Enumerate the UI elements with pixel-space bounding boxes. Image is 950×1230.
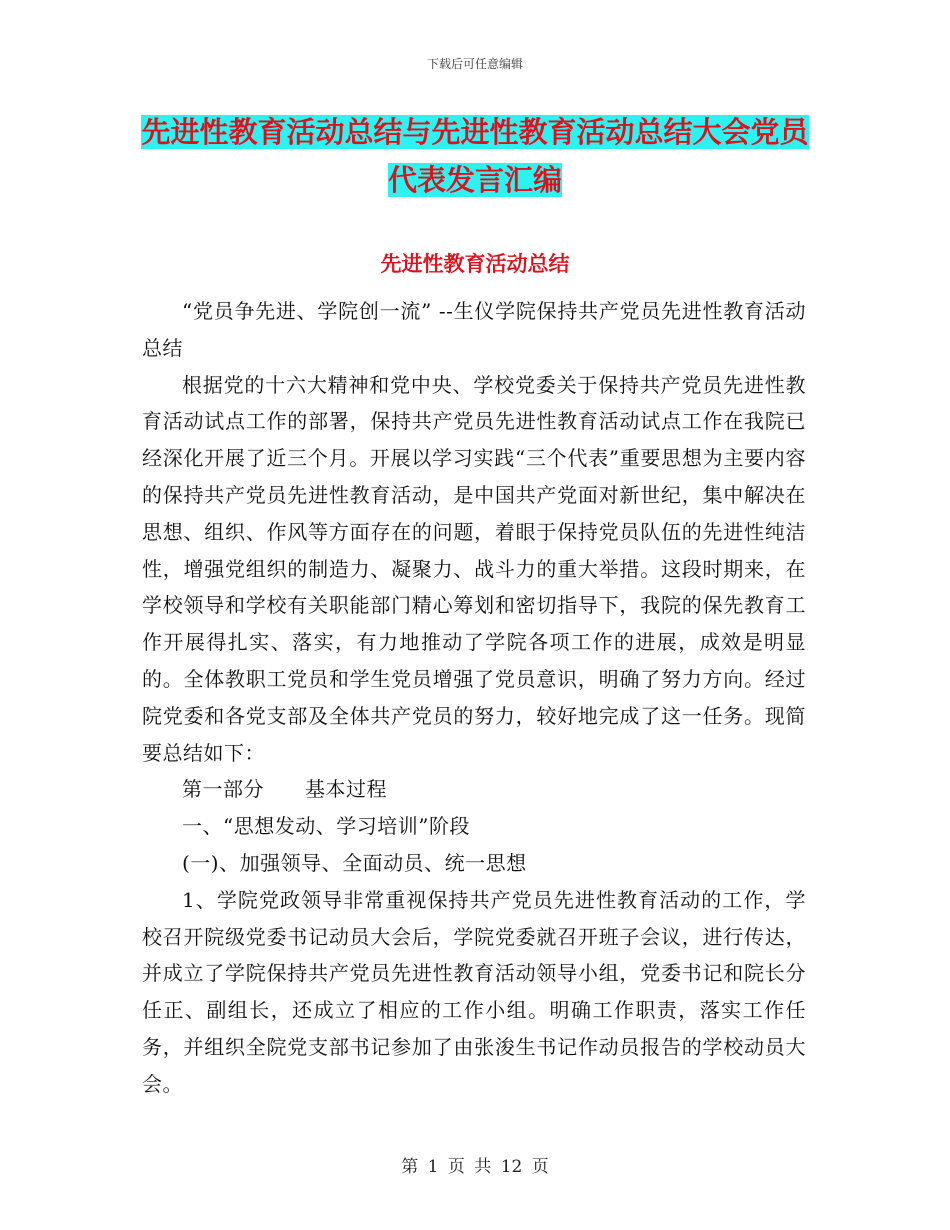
part-heading: 第一部分 基本过程 [182,777,387,802]
document-body [142,293,806,1103]
paragraph-intro: 根据党的十六大精神和党中央、学校党委关于保持共产党员先进性教育活动试点工作的部署，保持共产党员先进性教育活动试点工作在我院已经深化开展了近三个月。开展以学习实践“三个代表”重要思想为主要内容的保持共产党员先进性教育活动，是中国共产党面对新世纪，集中解决在思想、组织、作风等方面存在的问题，着眼于保持党员队伍的先进性纯洁性，增强党组织的制造力、凝聚力、战斗力的重大举措。这段时期来，在学校领导和学校有关职能部门精心筹划和密切指导下，我院的保先教育工作开展得扎实、落实，有力地推动了学院各项工作的进展，成效是明显的。全体教职工党员和学生党员增强了党员意识，明确了努力方向。经过院党委和各党支部及全体共产党员的努力，较好地完成了这一任务。现简要总结如下： [142,372,806,765]
document-title-line-1: 先进性教育活动总结与先进性教育活动总结大会党员 [141,115,809,149]
page-number: 第 1 页 共 12 页 [401,1157,549,1177]
section-title: 先进性教育活动总结 [380,252,570,276]
subsection-heading: (一)、加强领导、全面动员、统一思想 [182,850,527,875]
paragraph-subtitle: “党员争先进、学院创一流” --生仪学院保持共产党员先进性教育活动总结 [142,299,806,360]
stage-heading: 一、“思想发动、学习培训”阶段 [182,814,470,839]
header-note: 下载后可任意编辑 [426,57,523,71]
document-title-line-2: 代表发言汇编 [387,163,562,197]
paragraph-item-1: 1、学院党政领导非常重视保持共产党员先进性教育活动的工作，学校召开院级党委书记动员大会后，学院党委就召开班子会议，进行传达，并成立了学院保持共产党员先进性教育活动领导小组，党委书记和院长分任正、副组长，还成立了相应的工作小组。明确工作职责，落实工作任务，并组织全院党支部书记参加了由张浚生书记作动员报告的学校动员大会。 [142,887,806,1096]
document-title [140,108,810,204]
